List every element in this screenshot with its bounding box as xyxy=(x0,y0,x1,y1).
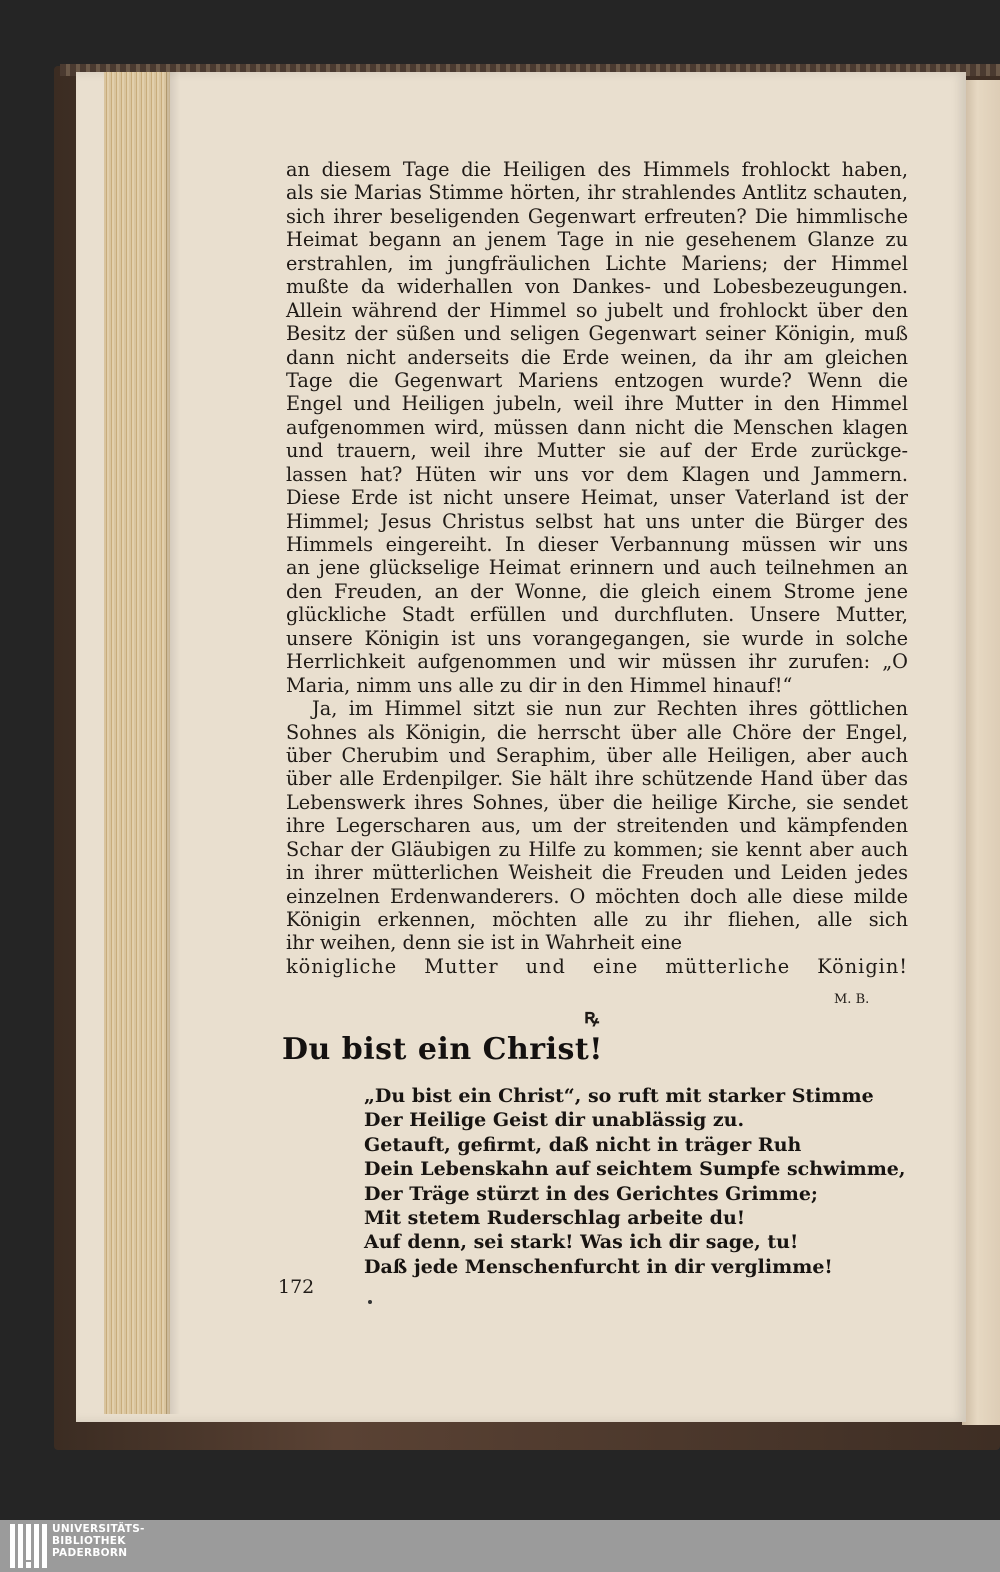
body-line: einzelnen Erdenwanderers. O möchten doch alle diese milde xyxy=(286,884,908,908)
body-line: Schar der Gläubigen zu Hilfe zu kommen; sie kennt aber auch xyxy=(286,837,908,861)
body-line: an jene glückselige Heimat erinnern und auch teilnehmen an xyxy=(286,556,908,580)
body-line: Besitz der süßen und seligen Gegenwart seiner Königin, muß xyxy=(286,322,908,346)
page-number: 172 xyxy=(278,1276,315,1298)
poem-heading: Du bist ein Christ! xyxy=(282,1032,603,1067)
library-logo-text xyxy=(52,1523,145,1559)
logo-line-1: UNIVERSITÄTS- xyxy=(52,1523,145,1535)
body-line: Königin erkennen, möchten alle zu ihr fliehen, alle sich xyxy=(286,908,908,931)
body-line: aufgenommen wird, müssen dann nicht die Menschen klagen xyxy=(286,415,908,439)
poem-line: Der Heilige Geist dir unablässig zu. xyxy=(364,1109,745,1132)
body-line: sich ihrer beseligenden Gegenwart erfreuten? Die himmlische xyxy=(286,204,908,228)
body-line: ihr weihen, denn sie ist in Wahrheit eine xyxy=(286,931,683,955)
body-line: Allein während der Himmel so jubelt und frohlockt über den xyxy=(286,298,908,322)
poem-line: Der Träge stürzt in des Gerichtes Grimme; xyxy=(364,1182,818,1205)
body-line: Himmel; Jesus Christus selbst hat uns unter die Bürger des xyxy=(286,509,908,533)
poem-line: Getauft, gefirmt, daß nicht in träger Ruh xyxy=(364,1133,802,1156)
body-line: über Cherubim und Seraphim, über alle Heiligen, aber auch xyxy=(286,743,908,767)
poem-line: Dein Lebenskahn auf seichtem Sumpfe schwimme, xyxy=(364,1158,906,1181)
body-line: über alle Erdenpilger. Sie hält ihre schützende Hand über das xyxy=(286,767,908,791)
gutter-shadow xyxy=(166,72,180,1414)
body-line: Tage die Gegenwart Mariens entzogen wurde? Wenn die xyxy=(286,368,908,392)
poem-line: Auf denn, sei stark! Was ich dir sage, tu! xyxy=(364,1231,799,1254)
body-line: Maria, nimm uns alle zu dir in den Himmel hinauf!“ xyxy=(286,673,793,697)
body-line: dann nicht anderseits die Erde weinen, da ihr am gleichen xyxy=(286,345,908,369)
body-line: den Freuden, an der Wonne, die gleich einem Strome jene xyxy=(286,579,908,603)
poem-line: Mit stetem Ruderschlag arbeite du! xyxy=(364,1206,746,1229)
logo-line-3: PADERBORN xyxy=(52,1547,128,1559)
body-line: Ja, im Himmel sitzt sie nun zur Rechten ihres göttlichen xyxy=(312,697,908,721)
body-line: Engel und Heiligen jubeln, weil ihre Mutter in den Himmel xyxy=(286,392,908,416)
body-line: Diese Erde ist nicht unsere Heimat, unser Vaterland ist der xyxy=(286,486,908,510)
separator-mark: ꝶ xyxy=(584,1004,600,1028)
body-line: Sohnes als Königin, die herrscht über alle Chöre der Engel, xyxy=(286,720,908,744)
logo-line-2: BIBLIOTHEK xyxy=(52,1535,126,1547)
body-line: erstrahlen, im jungfräulichen Lichte Mariens; der Himmel xyxy=(286,251,908,275)
body-line: und trauern, weil ihre Mutter sie auf der Erde zurückge- xyxy=(286,439,908,463)
facing-page-edge xyxy=(962,80,1000,1425)
body-text xyxy=(286,158,908,978)
body-line: königliche Mutter und eine mütterliche Königin! xyxy=(286,954,908,978)
poem-line: Daß jede Menschenfurcht in dir verglimme! xyxy=(364,1255,833,1278)
author-initials: M. B. xyxy=(834,992,870,1007)
body-line: Heimat begann an jenem Tage in nie gesehenem Glanze zu xyxy=(286,228,908,252)
body-line: unsere Königin ist uns vorangegangen, sie wurde in solche xyxy=(286,626,908,650)
ink-speck xyxy=(368,1300,372,1304)
page-stack-edges xyxy=(104,72,170,1414)
body-line: als sie Marias Stimme hörten, ihr strahlendes Antlitz schauten, xyxy=(286,181,908,205)
body-line: lassen hat? Hüten wir uns vor dem Klagen und Jammern. xyxy=(286,462,908,486)
body-line: Herrlichkeit aufgenommen und wir müssen ihr zurufen: „O xyxy=(286,650,908,674)
body-line: glückliche Stadt erfüllen und durchfluten. Unsere Mutter, xyxy=(286,603,908,627)
library-footer-bar xyxy=(0,1520,1000,1572)
body-line: in ihrer mütterlichen Weisheit die Freuden und Leiden jedes xyxy=(286,861,908,885)
poem xyxy=(364,1084,906,1279)
body-line: Lebenswerk ihres Sohnes, über die heilige Kirche, sie sendet xyxy=(286,790,908,814)
body-line: ihre Legerscharen aus, um der streitenden und kämpfenden xyxy=(286,814,908,838)
library-logo-icon xyxy=(10,1524,46,1568)
poem-line: „Du bist ein Christ“, so ruft mit starker Stimme xyxy=(364,1085,874,1107)
body-line: Himmels eingereiht. In dieser Verbannung müssen wir uns xyxy=(286,533,908,556)
body-line: mußte da widerhallen von Dankes- und Lobesbezeugungen. xyxy=(286,275,908,299)
body-line: an diesem Tage die Heiligen des Himmels frohlockt haben, xyxy=(286,158,908,181)
